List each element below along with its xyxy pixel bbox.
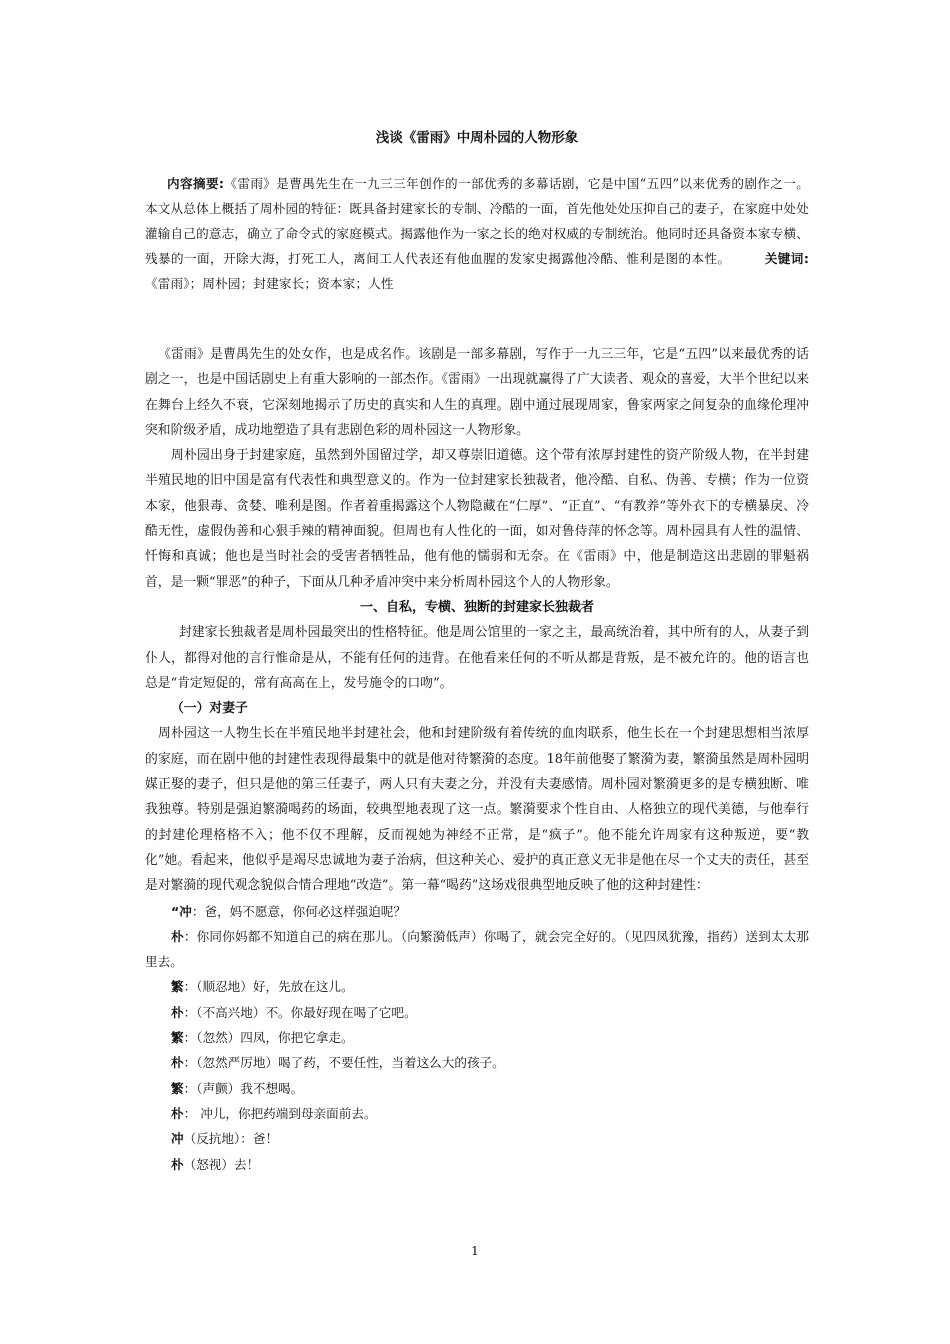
dialogue-line xyxy=(145,899,809,924)
dialogue-text: ：（不高兴地）不。你最好现在喝了它吧。 xyxy=(183,1004,417,1020)
intro-paragraph-2: 周朴园出身于封建家庭，虽然到外国留过学，却又尊崇旧道德。这个带有浓厚封建性的资产阶级人物，在半封建半殖民地的旧中国是富有代表性和典型意义的。作为一位封建家长独裁者，他冷酷、自私、伪善、专横；作为一位资本家，他狠毒、贪婪、唯利是图。作者着重揭露这个人物隐藏在“仁厚”、“正直”、“有教养”等外衣下的专横暴戾、冷酷无性，虚假伪善和心狠手辣的精神面貌。但周也有人性化的一面，如对鲁侍萍的怀念等。周朴园具有人性的温情、忏悔和真诚；他也是当时社会的受害者牺牲品，他有他的懦弱和无奈。在《雷雨》中，他是制造这出悲剧的罪魁祸首，是一颗“罪恶”的种子，下面从几种矛盾冲突中来分析周朴园这个人的人物形象。 xyxy=(145,448,809,590)
document-body xyxy=(145,342,809,1177)
keywords-text: 《雷雨》；周朴园；封建家长；资本家；人性 xyxy=(145,276,394,291)
abstract xyxy=(145,171,809,296)
dialogue-line xyxy=(145,1101,809,1126)
dialogue-line xyxy=(145,1152,809,1177)
dialogue-line xyxy=(145,924,809,975)
dialogue-line xyxy=(145,1025,809,1050)
dialogue-speaker: 繁 xyxy=(171,1030,184,1046)
dialogue-excerpt xyxy=(145,899,809,1177)
intro-paragraph-1: 《雷雨》是曹禺先生的处女作，也是成名作。该剧是一部多幕剧，写作于一九三三年，它是“五四”以来最优秀的话剧之一，也是中国话剧史上有重大影响的一部杰作。《雷雨》一出现就赢得了广大读者、观众的喜爱，大半个世纪以来在舞台上经久不衰，它深刻地揭示了历史的真实和人生的真理。剧中通过展现周家，鲁家两家之间复杂的血缘伦理冲突和阶级矛盾，成功地塑造了具有悲剧色彩的周朴园这一人物形象。 xyxy=(145,347,809,438)
dialogue-line xyxy=(145,1000,809,1025)
dialogue-text: ：你同你妈都不知道自己的病在那儿。（向繁漪低声）你喝了，就会完全好的。（见四凤犹豫，指药）送到太太那里去。 xyxy=(145,928,809,970)
dialogue-text: ： 冲儿，你把药端到母亲面前去。 xyxy=(183,1105,377,1121)
dialogue-speaker: 朴 xyxy=(171,1004,184,1020)
dialogue-text: ：（忽然）四凤，你把它拿走。 xyxy=(183,1030,354,1046)
dialogue-text: （怒视）去！ xyxy=(183,1156,260,1172)
dialogue-speaker: 朴 xyxy=(171,1055,184,1071)
dialogue-text: （反抗地）：爸！ xyxy=(183,1131,279,1147)
dialogue-speaker: 朴 xyxy=(171,928,184,944)
section-1-paragraph: 封建家长独裁者是周朴园最突出的性格特征。他是周公馆里的一家之主，最高统治着，其中所有的人，从妻子到仆人，都得对他的言行惟命是从，不能有任何的违背。在他看来任何的不听从都是背叛，是不被允许的。他的语言也总是“肯定短促的，常有高高在上，发号施令的口吻”。 xyxy=(145,625,809,691)
dialogue-speaker: 繁 xyxy=(171,1080,184,1096)
subsection-heading-1: （一）对妻子 xyxy=(171,701,248,717)
dialogue-line xyxy=(145,974,809,999)
dialogue-text: ：（声颤）我不想喝。 xyxy=(183,1080,304,1096)
dialogue-text: ：爸，妈不愿意，你何必这样强迫呢？ xyxy=(191,903,406,919)
document-title: 浅谈《雷雨》中周朴园的人物形象 xyxy=(375,130,579,146)
subsection-1-paragraph: 周朴园这一人物生长在半殖民地半封建社会，他和封建阶级有着传统的血肉联系，他生长在一个封建思想相当浓厚的家庭，而在剧中他的封建性表现得最集中的就是他对待繁漪的态度。18年前他娶了繁漪为妻，繁漪虽然是周朴园明媒正娶的妻子，但只是他的第三任妻子，两人只有夫妻之分，并没有夫妻感情。周朴园对繁漪更多的是专横独断、唯我独尊。特别是强迫繁漪喝药的场面，较典型地表现了这一点。繁漪要求个性自由、人格独立的现代美德，与他奉行的封建伦理格格不入；他不仅不理解，反而视她为神经不正常，是“疯子”。他不能允许周家有这种叛逆，要“教化”她。看起来，他似乎是竭尽忠诚地为妻子治病，但这种关心、爱护的真正意义无非是他在尽一个丈夫的责任，甚至是对繁漪的现代观念貌似合情合理地“改造”。第一幕“喝药”这场戏很典型地反映了他的这种封建性： xyxy=(145,726,809,894)
dialogue-line xyxy=(145,1126,809,1151)
dialogue-speaker: “冲 xyxy=(171,903,192,919)
dialogue-text: ：（顺忍地）好，先放在这儿。 xyxy=(183,979,354,995)
section-heading-1: 一、自私，专横、独断的封建家长独裁者 xyxy=(359,599,594,615)
dialogue-text: ：（忽然严厉地）喝了药，不要任性，当着这么大的孩子。 xyxy=(183,1055,505,1071)
page-number: 1 xyxy=(471,1244,479,1258)
dialogue-speaker: 冲 xyxy=(171,1131,184,1147)
dialogue-speaker: 朴 xyxy=(171,1105,184,1121)
abstract-label: 内容摘要: xyxy=(167,176,225,191)
dialogue-line xyxy=(145,1050,809,1075)
dialogue-line xyxy=(145,1076,809,1101)
dialogue-speaker: 繁 xyxy=(171,979,184,995)
dialogue-speaker: 朴 xyxy=(171,1156,184,1172)
keywords-label: 关键词: xyxy=(764,251,810,266)
abstract-text: 《雷雨》是曹禺先生在一九三三年创作的一部优秀的多幕话剧，它是中国“五四”以来优秀的剧作之一。本文从总体上概括了周朴园的特征：既具备封建家长的专制、冷酷的一面，首先他处处压抑自己的妻子，在家庭中处处灌输自己的意志，确立了命令式的家庭模式。揭露他作为一家之长的绝对权威的专制统治。他同时还具备资本家专横、残暴的一面，开除大海，打死工人，离间工人代表还有他血腥的发家史揭露他冷酷、惟利是图的本性。 xyxy=(145,176,809,266)
